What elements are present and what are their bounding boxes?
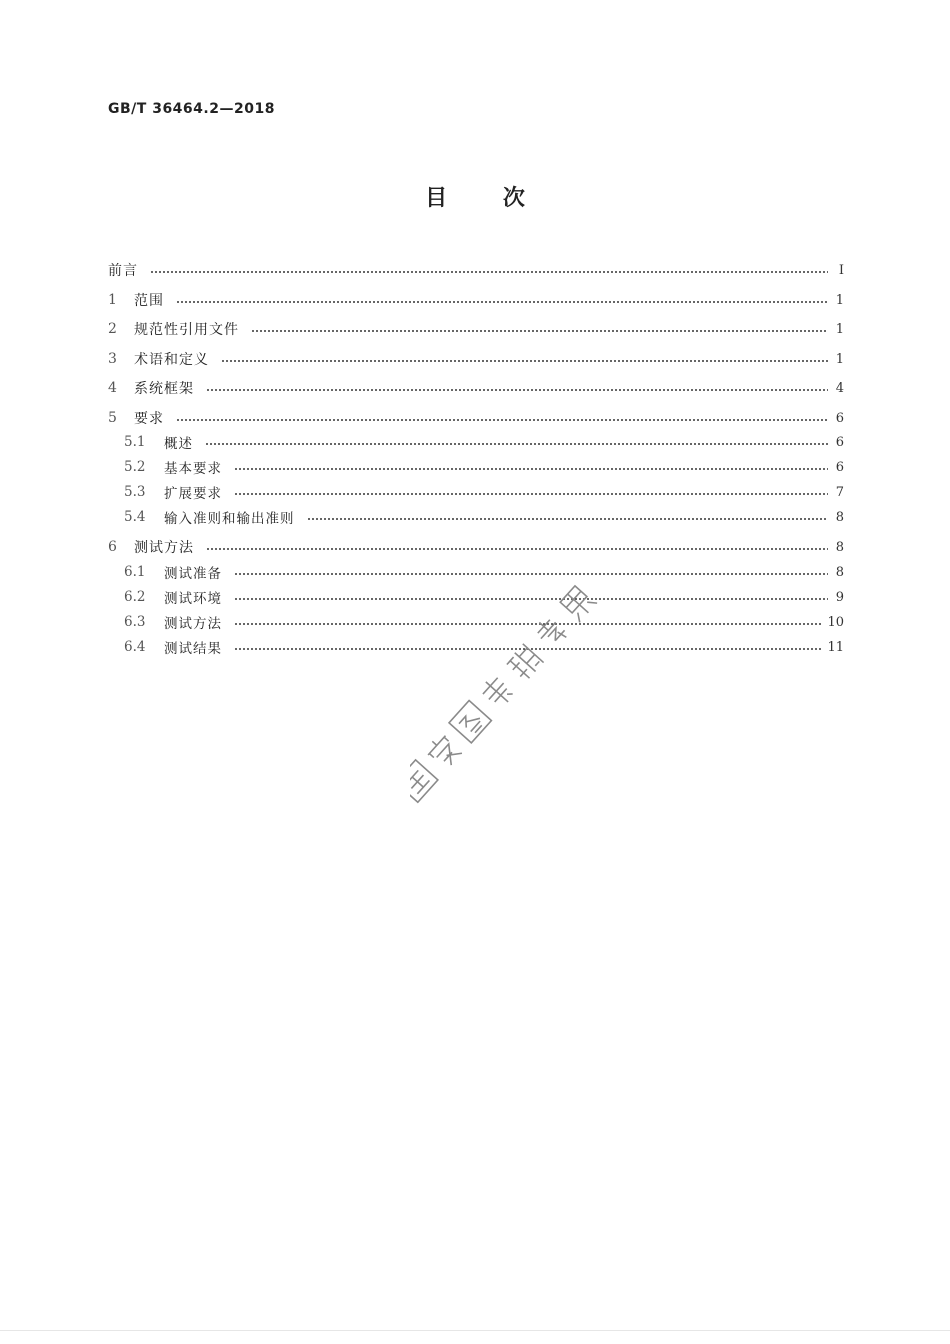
toc-label: 测试准备 xyxy=(164,566,222,582)
toc-leader-dots xyxy=(251,330,828,332)
toc-number: 5.3 xyxy=(124,484,146,500)
toc-number: 6.1 xyxy=(124,564,146,580)
toc-title-char-2: 次 xyxy=(502,186,525,211)
toc-entry-5-2[interactable] xyxy=(124,455,844,479)
toc-page-number: 8 xyxy=(835,539,844,555)
page-bottom-edge xyxy=(0,1330,950,1331)
toc-leader-dots xyxy=(206,389,828,391)
toc-label: 测试环境 xyxy=(164,591,222,607)
toc-title xyxy=(0,181,950,212)
toc-entry-preface[interactable] xyxy=(108,258,844,282)
toc-number: 2 xyxy=(108,321,117,337)
toc-page-number: 7 xyxy=(835,484,844,500)
toc-leader-dots xyxy=(206,548,828,550)
toc-number: 4 xyxy=(108,380,117,396)
toc-number: 6.3 xyxy=(124,614,146,630)
toc-number: 5 xyxy=(108,410,117,426)
toc-label: 前言 xyxy=(108,263,138,279)
toc-entry-3[interactable] xyxy=(108,347,844,371)
toc-label: 术语和定义 xyxy=(134,352,209,368)
toc-page-number: 8 xyxy=(835,564,844,580)
toc-label: 扩展要求 xyxy=(164,486,222,502)
toc-leader-dots xyxy=(234,623,821,625)
toc-entry-6-3[interactable] xyxy=(124,610,844,634)
toc-label: 要求 xyxy=(134,411,164,427)
toc-label: 规范性引用文件 xyxy=(134,322,239,338)
toc-leader-dots xyxy=(176,419,828,421)
toc-number: 6.2 xyxy=(124,589,146,605)
toc-leader-dots xyxy=(234,468,828,470)
toc-label: 测试方法 xyxy=(164,616,222,632)
toc-label: 输入准则和输出准则 xyxy=(164,511,295,527)
toc-leader-dots xyxy=(176,301,828,303)
toc-leader-dots xyxy=(234,493,828,495)
toc-leader-dots xyxy=(307,518,829,520)
toc-page-number: 1 xyxy=(835,351,844,367)
toc-page-number: 10 xyxy=(827,614,844,630)
toc-entry-2[interactable] xyxy=(108,317,844,341)
toc-leader-dots xyxy=(234,573,828,575)
toc-leader-dots xyxy=(205,443,828,445)
toc-entry-6-2[interactable] xyxy=(124,585,844,609)
toc-entry-5-3[interactable] xyxy=(124,480,844,504)
toc-page-number: 6 xyxy=(835,434,844,450)
toc-entry-4[interactable] xyxy=(108,376,844,400)
toc-entry-6-4[interactable] xyxy=(124,635,844,659)
toc-entry-5[interactable] xyxy=(108,406,844,430)
toc-label: 测试结果 xyxy=(164,641,222,657)
toc-leader-dots xyxy=(234,598,828,600)
toc-title-char-1: 目 xyxy=(425,186,448,211)
toc-page-number: 1 xyxy=(835,292,844,308)
toc-number: 3 xyxy=(108,351,117,367)
toc-number: 6 xyxy=(108,539,117,555)
toc-number: 1 xyxy=(108,292,117,308)
toc-label: 测试方法 xyxy=(134,540,194,556)
toc-label: 基本要求 xyxy=(164,461,222,477)
toc-entry-6[interactable] xyxy=(108,535,844,559)
toc-page-number: 4 xyxy=(835,380,844,396)
toc-page-number: 9 xyxy=(835,589,844,605)
toc-label: 系统框架 xyxy=(134,381,194,397)
toc-number: 5.1 xyxy=(124,434,146,450)
toc-label: 范围 xyxy=(134,293,164,309)
toc-page-number: 11 xyxy=(827,639,844,655)
toc-leader-dots xyxy=(234,648,821,650)
toc-leader-dots xyxy=(221,360,828,362)
toc-page-number: 6 xyxy=(835,459,844,475)
toc-entry-5-1[interactable] xyxy=(124,430,844,454)
toc-number: 5.2 xyxy=(124,459,146,475)
toc-label: 概述 xyxy=(164,436,193,452)
document-code: GB/T 36464.2—2018 xyxy=(108,101,275,117)
toc-entry-5-4[interactable] xyxy=(124,505,844,529)
toc-entry-6-1[interactable] xyxy=(124,560,844,584)
toc-page-number: 6 xyxy=(835,410,844,426)
toc-leader-dots xyxy=(150,271,828,273)
toc-page-number: 8 xyxy=(835,509,844,525)
toc-entry-1[interactable] xyxy=(108,288,844,312)
toc-page-number: Ⅰ xyxy=(838,262,844,278)
toc-number: 5.4 xyxy=(124,509,146,525)
toc-number: 6.4 xyxy=(124,639,146,655)
toc-page-number: 1 xyxy=(835,321,844,337)
